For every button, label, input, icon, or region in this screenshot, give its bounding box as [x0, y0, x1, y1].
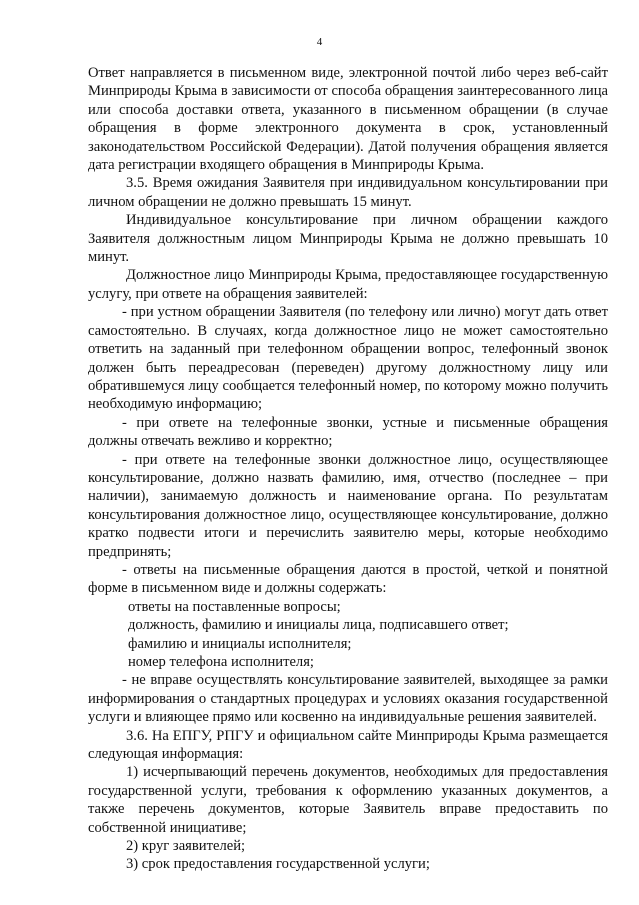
list-item-restrictions: - не вправе осуществлять консультирование заявителей, выходящее за рамки информирования о стандартных процедурах и условиях оказания государственной услуги и влияющее прямо или косвенно на индивидуальные решения заявителей. [88, 672, 608, 726]
numbered-item-1: 1) исчерпывающий перечень документов, необходимых для предоставления государственной услуги, требования к оформлению указанных документов, а также перечень документов, которые Заявитель вправе предоставить по собственной инициативе; [88, 764, 608, 836]
sub-item-signatory: должность, фамилию и инициалы лица, подписавшего ответ; [128, 617, 509, 634]
paragraph-individual-consulting: Индивидуальное консультирование при личном обращении каждого Заявителя должностным лицом Минприроды Крыма не должно превышать 10 минут. [88, 212, 608, 266]
page-number: 4 [316, 36, 323, 48]
list-item-written-answers: - ответы на письменные обращения даются в простой, четкой и понятной форме в письменном виде и должны содержать: [88, 561, 608, 597]
sub-item-phone: номер телефона исполнителя; [128, 654, 314, 670]
numbered-item-2: 2) круг заявителей; [126, 838, 246, 855]
paragraph-3-6: 3.6. На ЕПГУ, РПГУ и официальном сайте Минприроды Крыма размещается следующая информация: [88, 727, 608, 763]
sub-item-executor: фамилию и инициалы исполнителя; [128, 635, 352, 652]
numbered-item-3: 3) срок предоставления государственной услуги; [126, 856, 430, 873]
paragraph-3-5: 3.5. Время ожидания Заявителя при индивидуальном консультировании при личном обращении не должно превышать 15 минут. [88, 175, 608, 210]
list-item-oral-request: - при устном обращении Заявителя (по телефону или лично) могут дать ответ самостоятельно. В случаях, когда должностное лицо не может самостоятельно ответить на заданный при телефонном обращении вопрос, телефонный звонок должен быть переадресован (переведен) другому должностному лицу или обратившемуся лицу сообщается телефонный номер, по которому можно получить необходимую информацию; [88, 304, 608, 413]
list-item-phone-calls: - при ответе на телефонные звонки должностное лицо, осуществляющее консультирование, должно назвать фамилию, имя, отчество (последнее – при наличии), занимаемую должность и наименование органа. По результатам консультирования должностное лицо, осуществляющее консультирование, должно кратко подвести итоги и перечислить заявителю меры, которые необходимо предпринять; [88, 451, 608, 560]
document-body [88, 64, 608, 874]
paragraph-response-method: Ответ направляется в письменном виде, электронной почтой либо через веб-сайт Минприроды Крыма в зависимости от способа обращения заинтересованного лица или способа доставки ответа, указанного в письменном обращении (в случае обращения в форме электронного документа в срок, установленный законодательством Российской Федерации). Датой получения обращения является дата регистрации входящего обращения в Минприроды Крыма. [88, 65, 608, 174]
sub-item-answers: ответы на поставленные вопросы; [128, 598, 341, 615]
list-item-politeness: - при ответе на телефонные звонки, устные и письменные обращения должны отвечать вежливо и корректно; [88, 414, 608, 450]
paragraph-official-duties: Должностное лицо Минприроды Крыма, предоставляющее государственную услугу, при ответе на обращения заявителей: [88, 267, 608, 302]
